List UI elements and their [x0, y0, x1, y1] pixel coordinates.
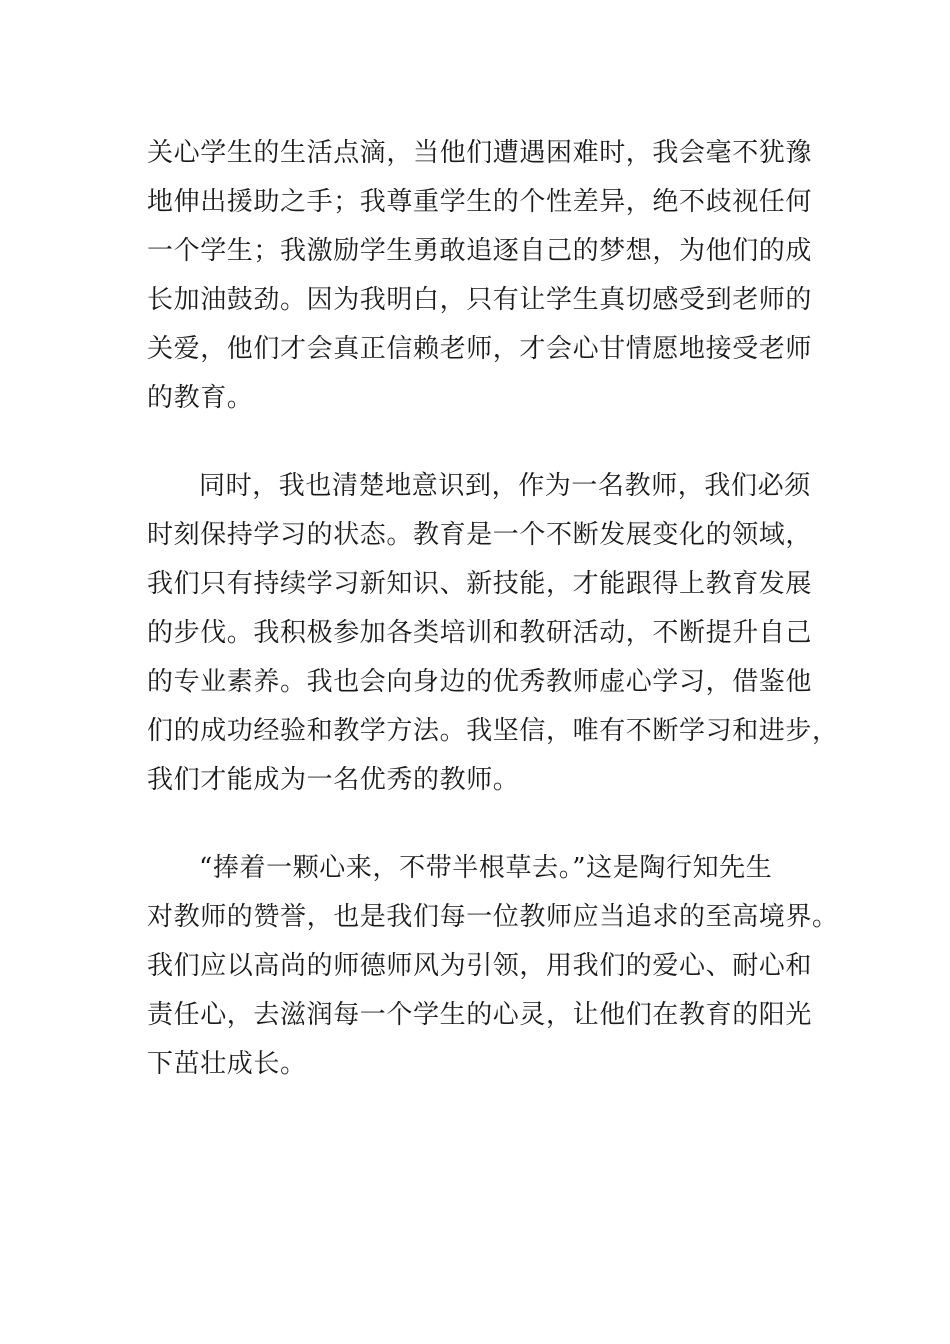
paragraph-2-line-6: 们的成功经验和教学方法。我坚信，唯有不断学习和进步， — [147, 716, 839, 746]
paragraph-3-line-1: “捧着一颗心来，不带半根草去。”这是陶行知先生 — [199, 853, 773, 883]
paragraph-1-line-4: 长加油鼓劲。因为我明白，只有让学生真切感受到老师的 — [147, 285, 813, 315]
paragraph-2-line-4: 的步伐。我积极参加各类培训和教研活动，不断提升自己 — [147, 618, 813, 648]
paragraph-3-line-4: 责任心，去滋润每一个学生的心灵，让他们在教育的阳光 — [147, 1000, 813, 1030]
paragraph-3-line-5: 下茁壮成长。 — [147, 1049, 307, 1079]
paragraph-2-line-5: 的专业素养。我也会向身边的优秀教师虚心学习，借鉴他 — [147, 667, 813, 697]
paragraph-2-line-3: 我们只有持续学习新知识、新技能，才能跟得上教育发展 — [147, 569, 813, 599]
paragraph-1-line-5: 关爱，他们才会真正信赖老师，才会心甘情愿地接受老师 — [147, 334, 813, 364]
paragraph-2-line-1: 同时，我也清楚地意识到，作为一名教师，我们必须 — [199, 471, 811, 501]
paragraph-1-line-1: 关心学生的生活点滴，当他们遭遇困难时，我会毫不犹豫 — [147, 138, 813, 168]
paragraph-3-line-3: 我们应以高尚的师德师风为引领，用我们的爱心、耐心和 — [147, 951, 813, 981]
paragraph-1-line-2: 地伸出援助之手；我尊重学生的个性差异，绝不歧视任何 — [147, 187, 813, 217]
paragraph-2-line-7: 我们才能成为一名优秀的教师。 — [147, 765, 520, 795]
paragraph-1-line-6: 的教育。 — [147, 383, 254, 413]
paragraph-3-line-2: 对教师的赞誉，也是我们每一位教师应当追求的至高境界。 — [147, 902, 839, 932]
paragraph-1-line-3: 一个学生；我激励学生勇敢追逐自己的梦想，为他们的成 — [147, 236, 813, 266]
paragraph-2-line-2: 时刻保持学习的状态。教育是一个不断发展变化的领域， — [147, 520, 813, 550]
